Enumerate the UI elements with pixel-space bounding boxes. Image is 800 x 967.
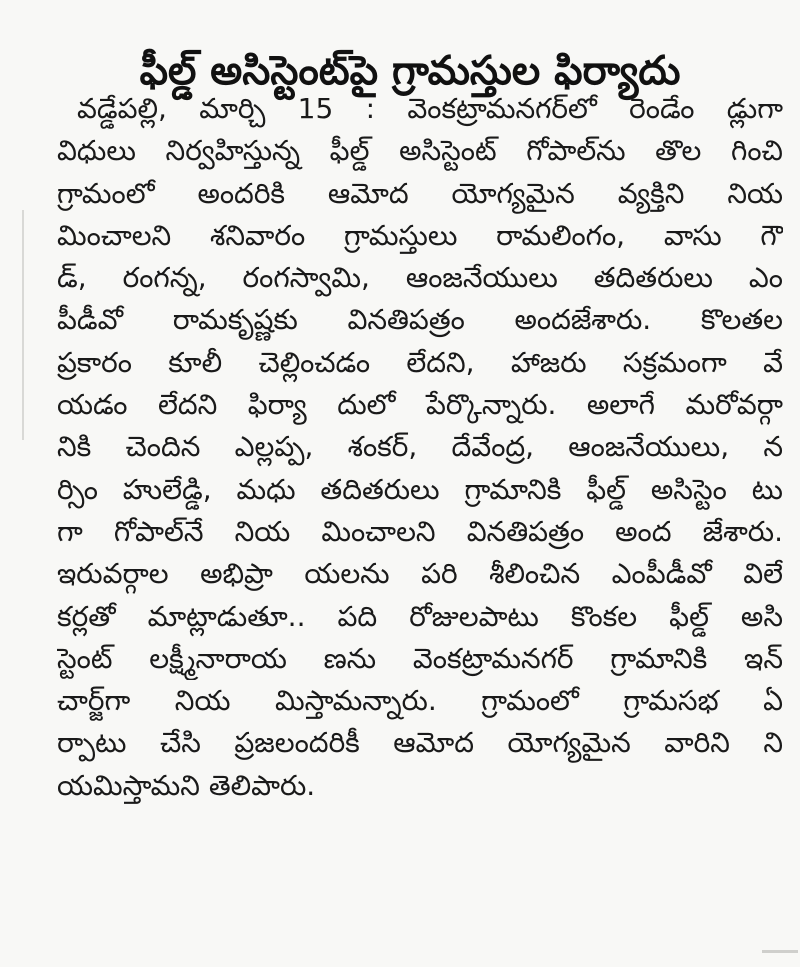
article-line: కర్లతో మాట్లాడుతూ.. పది రోజులపాటు కొంకల ఫీల్డ్ అసి [57, 599, 783, 633]
article-line: ర్సిం హులేడ్డి, మధు తదితరులు గ్రామానికి ఫీల్డ్ అసిస్టెం టు [57, 472, 783, 506]
article-line: గా గోపాల్‌నే నియ మించాలని వినతిపత్రం అంద జేశారు. [57, 514, 783, 548]
article-body [57, 88, 783, 807]
article-line: చార్జ్‌గా నియ మిస్తామన్నారు. గ్రామంలో గ్రామసభ ఏ [57, 684, 783, 718]
article-line: ప్రకారం కూలీ చెల్లించడం లేదని, హాజరు సక్రమంగా వే [57, 345, 783, 379]
article-line: ర్పాటు చేసి ప్రజలందరికీ ఆమోద యోగ్యమైన వారిని ని [57, 726, 783, 760]
article-line: వడ్డేపల్లి, మార్చి 15 : వెంకట్రామనగర్‌లో రెండేం డ్లుగా [77, 92, 783, 125]
article-line: పీడీవో రామకృష్ణకు వినతిపత్రం అందజేశారు. కొలతల [57, 303, 783, 337]
article-line: డ్, రంగన్న, రంగస్వామి, ఆంజనేయులు తదితరులు ఎం [57, 261, 783, 295]
article-line: ఇరువర్గాల అభిప్రా యలను పరి శీలించిన ఎంపీడీవో విలే [57, 557, 783, 591]
column-divider [22, 210, 24, 440]
article-line: యడం లేదని ఫిర్యా దులో పేర్కొన్నారు. అలాగే మరోవర్గా [57, 388, 783, 422]
article-line: స్టెంట్ లక్ష్మీనారాయ ణను వెంకట్రామనగర్ గ్రామానికి ఇన్ [57, 641, 783, 675]
article-line: నికి చెందిన ఎల్లప్ప, శంకర్, దేవేంద్ర, ఆంజనేయులు, న [57, 430, 783, 464]
article-line: మించాలని శనివారం గ్రామస్తులు రామలింగం, వాసు గౌ [57, 218, 783, 252]
article-line: యమిస్తామని తెలిపారు. [57, 768, 316, 802]
article-line: విధులు నిర్వహిస్తున్న ఫీల్డ్ అసిస్టెంట్ గోపాల్‌ను తొల గించి [57, 134, 783, 168]
article-headline: ఫీల్డ్ అసిస్టెంట్‌పై గ్రామస్తుల ఫిర్యాదు [139, 47, 681, 94]
clipping-edge-mark [762, 950, 798, 953]
article-line: గ్రామంలో అందరికి ఆమోద యోగ్యమైన వ్యక్తిని నియ [57, 176, 783, 210]
